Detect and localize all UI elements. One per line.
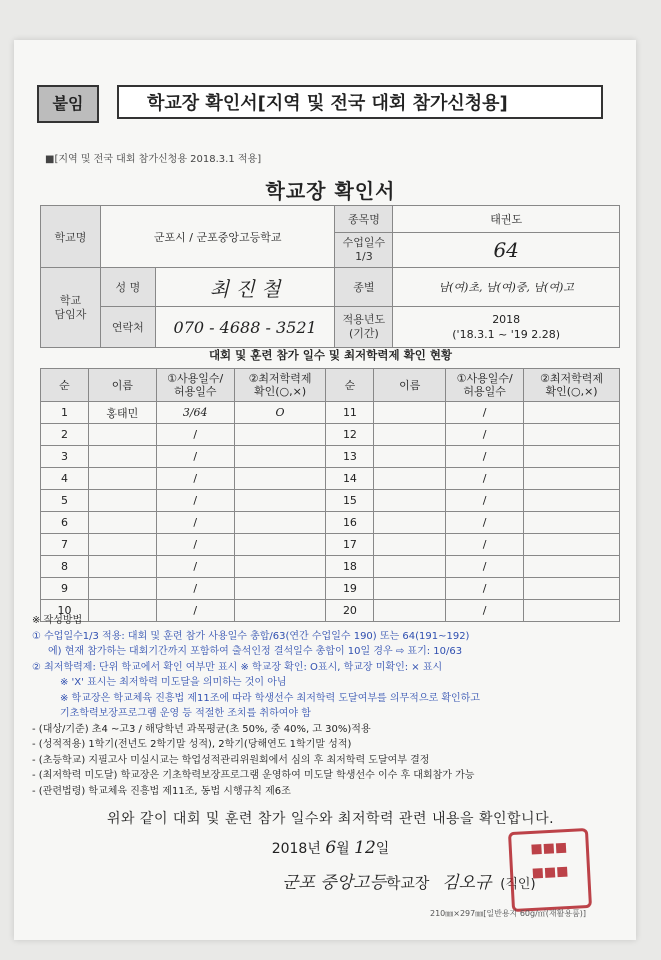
col-header: 순 bbox=[326, 369, 374, 402]
status-cell-check bbox=[234, 556, 326, 578]
attachment-header bbox=[37, 85, 607, 123]
status-cell-days2: / bbox=[446, 534, 524, 556]
status-header-row bbox=[41, 369, 620, 402]
status-cell-days2: / bbox=[446, 556, 524, 578]
year-cell bbox=[393, 307, 620, 348]
status-row bbox=[41, 534, 620, 556]
status-cell-check bbox=[234, 512, 326, 534]
status-cell-name bbox=[88, 578, 156, 600]
status-cell-check bbox=[234, 446, 326, 468]
principal-title: 학교장 bbox=[385, 874, 430, 892]
status-cell-check2 bbox=[524, 534, 620, 556]
status-cell-days: / bbox=[156, 556, 234, 578]
status-cell-days: / bbox=[156, 424, 234, 446]
class-days-value: 64 bbox=[393, 233, 620, 268]
note-4-cont: 기초학력보장프로그램 운영 등 적절한 조치를 취하여야 함 bbox=[60, 708, 311, 719]
status-cell-check2 bbox=[524, 424, 620, 446]
col-header: 순 bbox=[41, 369, 89, 402]
date-day-unit: 일 bbox=[375, 841, 390, 857]
status-cell-days: / bbox=[156, 446, 234, 468]
status-cell-no: 6 bbox=[41, 512, 89, 534]
seal-mark: (직인) bbox=[500, 877, 536, 892]
status-row bbox=[41, 490, 620, 512]
gender-label: 종별 bbox=[335, 268, 393, 307]
manager-name-value: 최 진 철 bbox=[155, 268, 335, 307]
school-name-label: 학교명 bbox=[41, 206, 101, 268]
status-cell-name bbox=[88, 468, 156, 490]
status-cell-name bbox=[88, 446, 156, 468]
col-header: 이름 bbox=[374, 369, 446, 402]
status-cell-days2: / bbox=[446, 446, 524, 468]
status-cell-days: / bbox=[156, 512, 234, 534]
status-row bbox=[41, 512, 620, 534]
year-period: ('18.3.1 ~ '19 2.28) bbox=[452, 328, 561, 341]
status-cell-no2: 16 bbox=[326, 512, 374, 534]
status-cell-name2 bbox=[374, 534, 446, 556]
year-value: 2018 bbox=[492, 313, 521, 326]
status-table bbox=[40, 368, 620, 622]
date-day: 12 bbox=[354, 838, 376, 858]
status-cell-days2: / bbox=[446, 512, 524, 534]
attachment-title: 학교장 확인서[지역 및 전국 대회 참가신청용] bbox=[117, 85, 603, 119]
document-title: 학교장 확인서 bbox=[265, 179, 396, 203]
year-label: 적용년도 (기간) bbox=[335, 307, 393, 348]
status-cell-name bbox=[88, 534, 156, 556]
status-cell-days2: / bbox=[446, 490, 524, 512]
status-cell-days2: / bbox=[446, 578, 524, 600]
status-cell-no2: 17 bbox=[326, 534, 374, 556]
status-cell-no2: 12 bbox=[326, 424, 374, 446]
sport-label: 종목명 bbox=[335, 206, 393, 233]
status-cell-no2: 13 bbox=[326, 446, 374, 468]
status-cell-no: 3 bbox=[41, 446, 89, 468]
status-cell-name2 bbox=[374, 424, 446, 446]
paper-size-note: 210㎜×297㎜[일반용지 60g/㎡(재활용품)] bbox=[430, 909, 587, 918]
sport-value: 태권도 bbox=[393, 206, 620, 233]
school-handwritten: 군포 중앙고등 bbox=[282, 873, 386, 893]
col-header: ①사용일수/ 허용일수 bbox=[446, 369, 524, 402]
status-cell-name bbox=[88, 490, 156, 512]
status-cell-check bbox=[234, 468, 326, 490]
status-cell-no2: 15 bbox=[326, 490, 374, 512]
status-cell-name bbox=[88, 424, 156, 446]
status-cell-check bbox=[234, 578, 326, 600]
status-cell-days: / bbox=[156, 468, 234, 490]
status-cell-name2 bbox=[374, 578, 446, 600]
writing-instructions bbox=[32, 613, 632, 799]
principal-signature bbox=[282, 868, 536, 893]
status-cell-days: / bbox=[156, 534, 234, 556]
status-cell-no2: 18 bbox=[326, 556, 374, 578]
status-cell-check2 bbox=[524, 578, 620, 600]
status-row bbox=[41, 424, 620, 446]
status-cell-no: 10 bbox=[41, 600, 89, 622]
note-5: - (대상/기준) 초4 ~고3 / 해당학년 과목평균(초 50%, 중 40%, 고 30%)적용 bbox=[32, 723, 371, 735]
attachment-label: 붙임 bbox=[37, 85, 99, 123]
col-header: 이름 bbox=[88, 369, 156, 402]
status-cell-check: O bbox=[234, 402, 326, 424]
official-seal-stamp bbox=[508, 828, 592, 912]
status-cell-no: 5 bbox=[41, 490, 89, 512]
note-4: ※ 학교장은 학교체육 진흥법 제11조에 따라 학생선수 최저학력 도달여부를 의무적으로 확인하고 bbox=[60, 692, 480, 704]
status-cell-days2: / bbox=[446, 468, 524, 490]
status-cell-check2 bbox=[524, 512, 620, 534]
status-cell-check2 bbox=[524, 468, 620, 490]
status-cell-name2 bbox=[374, 512, 446, 534]
status-cell-days2: / bbox=[446, 402, 524, 424]
status-cell-days: / bbox=[156, 600, 234, 622]
status-cell-no: 2 bbox=[41, 424, 89, 446]
status-row bbox=[41, 402, 620, 424]
note-7: - (초등학교) 지필고사 미실시교는 학업성적관리위원회에서 심의 후 최저학력 도달여부 결정 bbox=[32, 754, 430, 766]
status-cell-no2: 20 bbox=[326, 600, 374, 622]
note-6: - (성적적용) 1학기(전년도 2학기말 성적), 2학기(당해연도 1학기말 성적) bbox=[32, 739, 352, 750]
status-cell-no2: 14 bbox=[326, 468, 374, 490]
status-cell-name2 bbox=[374, 446, 446, 468]
status-cell-no: 7 bbox=[41, 534, 89, 556]
seal-graphic: ■■■ ■■■ bbox=[530, 840, 569, 881]
notes-heading: ※ 작성방법 bbox=[32, 615, 83, 626]
col-header: ②최저학력제 확인(○,×) bbox=[524, 369, 620, 402]
note-2: ② 최저학력제: 단위 학교에서 확인 여부만 표시 ※ 학교장 확인: O표시, 학교장 미확인: × 표시 bbox=[32, 661, 443, 673]
status-cell-name2 bbox=[374, 490, 446, 512]
gender-value: 남(여)초, 남(여)중, 남(여)고 bbox=[393, 268, 620, 307]
form-code: ■[지역 및 전국 대회 참가신청용 2018.3.1 적용] bbox=[45, 154, 262, 165]
status-cell-name2 bbox=[374, 402, 446, 424]
status-cell-check2 bbox=[524, 556, 620, 578]
note-1-example: 에) 현재 참가하는 대회기간까지 포함하여 출석인정 결석일수 총합이 10일 경우 ⇨ 표기: 10/63 bbox=[48, 646, 463, 657]
status-row bbox=[41, 578, 620, 600]
date-month-unit: 월 bbox=[336, 841, 350, 857]
note-3: ※ 'X' 표시는 최저학력 미도달을 의미하는 것이 아님 bbox=[60, 677, 287, 688]
date-month: 6 bbox=[325, 838, 337, 858]
status-cell-check bbox=[234, 534, 326, 556]
info-table bbox=[40, 205, 620, 348]
contact-label: 연락처 bbox=[100, 307, 155, 348]
status-cell-days: / bbox=[156, 490, 234, 512]
col-header: ①사용일수/ 허용일수 bbox=[156, 369, 234, 402]
status-cell-no: 9 bbox=[41, 578, 89, 600]
status-cell-check2 bbox=[524, 490, 620, 512]
status-cell-check bbox=[234, 490, 326, 512]
confirmation-statement: 위와 같이 대회 및 훈련 참가 일수와 최저학력 관련 내용을 확인합니다. bbox=[106, 811, 555, 827]
status-cell-no2: 11 bbox=[326, 402, 374, 424]
note-1: ① 수업일수1/3 적용: 대회 및 훈련 참가 사용일수 총합/63(연간 수업일수 190) 또는 64(191~192) bbox=[32, 630, 470, 642]
class-days-label: 수업일수 1/3 bbox=[335, 233, 393, 268]
status-row bbox=[41, 468, 620, 490]
status-cell-check2 bbox=[524, 446, 620, 468]
status-cell-days2: / bbox=[446, 424, 524, 446]
status-cell-no: 4 bbox=[41, 468, 89, 490]
status-cell-name2 bbox=[374, 556, 446, 578]
name-label: 성 명 bbox=[100, 268, 155, 307]
manager-label: 학교 담임자 bbox=[41, 268, 101, 348]
status-row bbox=[41, 446, 620, 468]
status-cell-days2: / bbox=[446, 600, 524, 622]
col-header: ②최저학력제 확인(○,×) bbox=[234, 369, 326, 402]
status-cell-name bbox=[88, 556, 156, 578]
note-8: - (최저학력 미도달) 학교장은 기초학력보장프로그램 운영하여 미도달 학생선수 이수 후 대회참가 가능 bbox=[32, 770, 475, 781]
status-row bbox=[41, 556, 620, 578]
status-cell-no2: 19 bbox=[326, 578, 374, 600]
note-9: - (관련법령) 학교체육 진흥법 제11조, 동법 시행규칙 제6조 bbox=[32, 785, 291, 797]
status-title: 대회 및 훈련 참가 일수 및 최저학력제 확인 현황 bbox=[208, 348, 453, 362]
status-cell-days: 3/64 bbox=[156, 402, 234, 424]
status-cell-no: 1 bbox=[41, 402, 89, 424]
status-cell-name2 bbox=[374, 468, 446, 490]
status-cell-days: / bbox=[156, 578, 234, 600]
status-cell-name: 홍태민 bbox=[88, 402, 156, 424]
date-year: 2018년 bbox=[271, 841, 321, 857]
status-cell-no: 8 bbox=[41, 556, 89, 578]
status-cell-name bbox=[88, 512, 156, 534]
principal-name: 김오규 bbox=[442, 873, 492, 893]
status-cell-check bbox=[234, 424, 326, 446]
contact-value: 070 - 4688 - 3521 bbox=[155, 307, 335, 348]
school-name-value: 군포시 / 군포중앙고등학교 bbox=[100, 206, 335, 268]
status-cell-check2 bbox=[524, 402, 620, 424]
